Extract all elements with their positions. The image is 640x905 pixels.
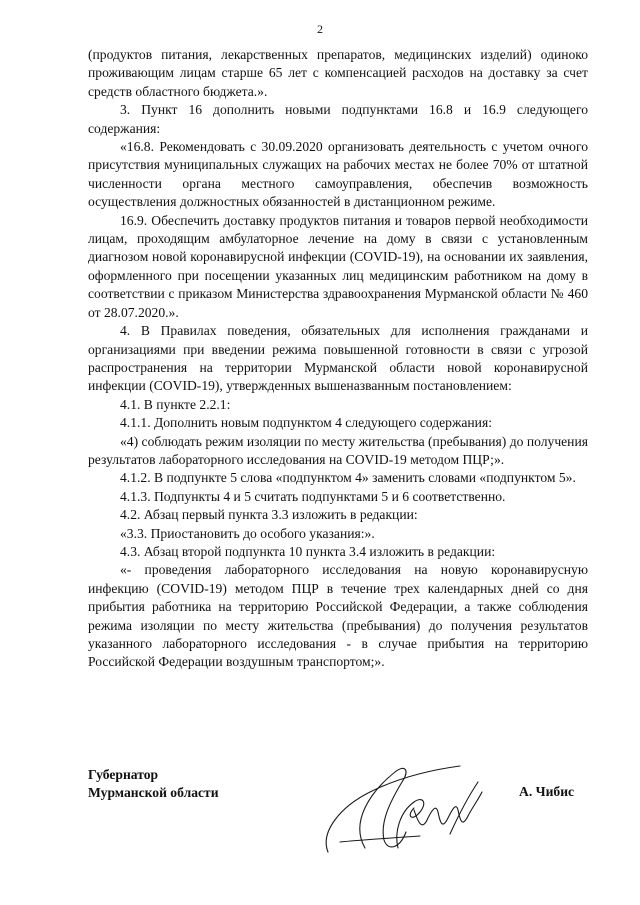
paragraph: «- проведения лабораторного исследования на новую коронавирусную инфекцию (COVID-19) методом ПЦР в течение трех календарных дней со дня прибытия работника на территорию Российской Федерации, а также соблюдения режима изоляции по месту жительства (пребывания) до получения результатов указанного лабораторного исследования - в случае прибытия на территорию Российской Федерации воздушным транспортом;». <box>88 562 588 670</box>
handwritten-signature <box>310 752 510 862</box>
paragraph: 4.1.1. Дополнить новым подпунктом 4 следующего содержания: <box>120 415 492 431</box>
paragraph: 3. Пункт 16 дополнить новыми подпунктами 16.8 и 16.9 следующего содержания: <box>88 102 588 136</box>
paragraph: 16.9. Обеспечить доставку продуктов питания и товаров первой необходимости лицам, проходящим амбулаторное лечение на дому в связи с установленным диагнозом новой коронавирусной инфекции (COVID-19), на основании их заявления, оформленного при посещении указанных лиц медицинским работником на дому в соответствии с приказом Министерства здравоохранения Мурманской области № 460 от 28.07.2020.». <box>88 212 588 320</box>
page-number: 2 <box>317 22 323 36</box>
paragraph: «4) соблюдать режим изоляции по месту жительства (пребывания) до получения результатов лабораторного исследования на COVID-19 методом ПЦР;». <box>88 433 588 467</box>
paragraph: (продуктов питания, лекарственных препаратов, медицинских изделий) одиноко проживающим лицам старше 65 лет с компенсацией расходов на доставку за счет средств областного бюджета.». <box>88 47 588 99</box>
signatory-title-line2: Мурманской области <box>88 785 219 800</box>
paragraph: 4.1.3. Подпункты 4 и 5 считать подпунктами 5 и 6 соответственно. <box>120 488 506 504</box>
paragraph: 4.1.2. В подпункте 5 слова «подпунктом 4» заменить словами «подпунктом 5». <box>120 470 576 486</box>
signatory-name: А. Чибис <box>519 784 575 799</box>
paragraph: 4.3. Абзац второй подпункта 10 пункта 3.4 изложить в редакции: <box>120 543 496 559</box>
paragraph: 4.1. В пункте 2.2.1: <box>120 396 231 412</box>
signature-block <box>0 752 640 862</box>
signatory-title-line1: Губернатор <box>88 767 159 782</box>
paragraph: 4.2. Абзац первый пункта 3.3 изложить в редакции: <box>120 507 418 523</box>
signatory-title <box>88 766 219 802</box>
paragraph: «3.3. Приостановить до особого указания:». <box>120 525 375 541</box>
paragraph: «16.8. Рекомендовать с 30.09.2020 организовать деятельность с учетом очного присутствия муниципальных служащих на рабочих местах не более 70% от штатной численности органа местного самоуправления, обеспечив возможность осуществления должностных обязанностей в дистанционном режиме. <box>88 139 588 210</box>
paragraph: 4. В Правилах поведения, обязательных для исполнения гражданами и организациями при введении режима повышенной готовности в связи с угрозой распространения на территории Мурманской области новой коронавирусной инфекции (COVID-19), утвержденных вышеназванным постановлением: <box>88 323 588 394</box>
document-body <box>88 46 588 672</box>
